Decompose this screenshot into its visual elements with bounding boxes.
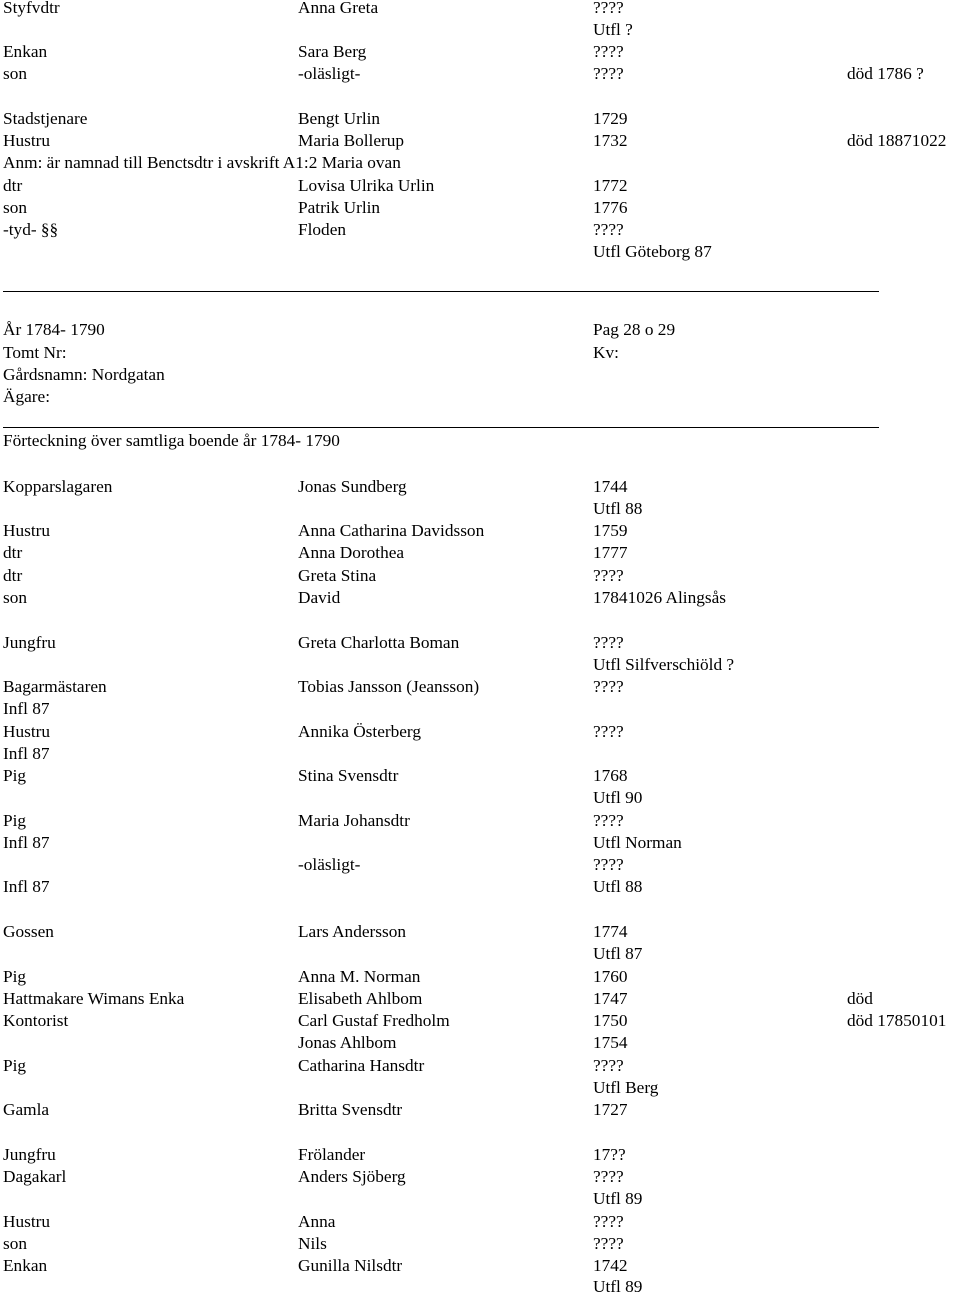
- year-cell: ????: [593, 677, 624, 696]
- record-line: [0, 721, 960, 743]
- role-cell: son: [3, 1234, 28, 1253]
- role-cell: Gamla: [3, 1100, 50, 1119]
- role-cell: Enkan: [3, 42, 48, 61]
- record-line: [0, 241, 960, 263]
- death-cell: död 17850101: [847, 1011, 947, 1030]
- record-line: [0, 765, 960, 787]
- role-cell: Hustru: [3, 521, 51, 540]
- year-cell: 1742: [593, 1256, 628, 1275]
- note-cell: Infl 87: [3, 833, 50, 852]
- year-cell: 1747: [593, 989, 628, 1008]
- year-cell: 1768: [593, 766, 628, 785]
- role-cell: Styfvdtr: [3, 0, 60, 17]
- name-cell: Frölander: [298, 1145, 366, 1164]
- role-cell: -tyd- §§: [3, 220, 59, 239]
- record-line: [0, 476, 960, 498]
- record-line: [0, 1276, 960, 1298]
- name-cell: Carl Gustaf Fredholm: [298, 1011, 450, 1030]
- annotation-text: Anm: är namnad till Benctsdtr i avskrift A1:2 Maria ovan: [3, 153, 401, 172]
- year-cell: 17??: [593, 1145, 626, 1164]
- year-cell: 1774: [593, 922, 628, 941]
- year-cell: 1759: [593, 521, 628, 540]
- year-cell: ????: [593, 722, 624, 741]
- record-line: [0, 854, 960, 876]
- role-cell: Pig: [3, 967, 27, 986]
- role-cell: Hustru: [3, 131, 51, 150]
- record-line: [0, 966, 960, 988]
- note-cell: Utfl ?: [593, 20, 633, 39]
- record-line: [0, 1233, 960, 1255]
- year-cell: ????: [593, 0, 624, 17]
- record-line: [0, 921, 960, 943]
- record-line: [0, 810, 960, 832]
- record-line: [0, 943, 960, 965]
- record-line: [0, 787, 960, 809]
- tomt-label: Tomt Nr:: [3, 343, 67, 362]
- note-cell: Utfl 90: [593, 788, 643, 807]
- name-cell: Tobias Jansson (Jeansson): [298, 677, 480, 696]
- header-line: [0, 319, 960, 341]
- role-cell: Hustru: [3, 722, 51, 741]
- year-cell: ????: [593, 855, 624, 874]
- role-cell: Pig: [3, 1056, 27, 1075]
- name-cell: Gunilla Nilsdtr: [298, 1256, 403, 1275]
- record-line: [0, 520, 960, 542]
- year-cell: 17841026 Alingsås: [593, 588, 726, 607]
- name-cell: Lars Andersson: [298, 922, 406, 941]
- year-cell: ????: [593, 1056, 624, 1075]
- name-cell: Anna M. Norman: [298, 967, 421, 986]
- note-cell: Utfl Berg: [593, 1078, 659, 1097]
- year-cell: ????: [593, 1167, 624, 1186]
- role-cell: Pig: [3, 811, 27, 830]
- year-cell: ????: [593, 1212, 624, 1231]
- record-line: [0, 1144, 960, 1166]
- record-line: [0, 108, 960, 130]
- death-cell: död 18871022: [847, 131, 947, 150]
- role-cell: dtr: [3, 566, 23, 585]
- role-cell: Kopparslagaren: [3, 477, 113, 496]
- role-cell: son: [3, 588, 28, 607]
- note-cell: Utfl 89: [593, 1277, 643, 1296]
- name-cell: Anna: [298, 1212, 336, 1231]
- record-line: [0, 876, 960, 898]
- role-cell: dtr: [3, 176, 23, 195]
- name-cell: Stina Svensdtr: [298, 766, 399, 785]
- year-cell: 1750: [593, 1011, 628, 1030]
- section-title: Förteckning över samtliga boende år 1784- 1790: [3, 431, 340, 450]
- role-cell: son: [3, 198, 28, 217]
- record-line: [0, 988, 960, 1010]
- name-cell: Maria Johansdtr: [298, 811, 410, 830]
- record-line: [0, 19, 960, 41]
- role-cell: Bagarmästaren: [3, 677, 107, 696]
- year-range: År 1784- 1790: [3, 320, 105, 339]
- record-line: [0, 1099, 960, 1121]
- note-cell: Infl 87: [3, 877, 50, 896]
- name-cell: Greta Stina: [298, 566, 377, 585]
- name-cell: Maria Bollerup: [298, 131, 405, 150]
- note-cell: Utfl Göteborg 87: [593, 242, 712, 261]
- name-cell: Britta Svensdtr: [298, 1100, 403, 1119]
- record-line: [0, 1077, 960, 1099]
- annotation-line: [0, 152, 960, 174]
- name-cell: Floden: [298, 220, 347, 239]
- agare-label: Ägare:: [3, 387, 51, 406]
- record-line: [0, 130, 960, 152]
- header-line: [0, 364, 960, 386]
- name-cell: -oläsligt-: [298, 64, 361, 83]
- year-cell: ????: [593, 811, 624, 830]
- name-cell: Greta Charlotta Boman: [298, 633, 460, 652]
- record-line: [0, 676, 960, 698]
- year-cell: 1772: [593, 176, 628, 195]
- role-cell: Kontorist: [3, 1011, 69, 1030]
- record-line: [0, 498, 960, 520]
- year-cell: ????: [593, 1234, 624, 1253]
- year-cell: ????: [593, 42, 624, 61]
- death-cell: död 1786 ?: [847, 64, 924, 83]
- year-cell: ????: [593, 64, 624, 83]
- death-cell: död: [847, 989, 873, 1008]
- gardsnamn-label: Gårdsnamn: Nordgatan: [3, 365, 165, 384]
- year-cell: 1744: [593, 477, 628, 496]
- name-cell: Anna Dorothea: [298, 543, 405, 562]
- record-line: [0, 41, 960, 63]
- record-line: [0, 743, 960, 765]
- record-line: [0, 1211, 960, 1233]
- record-line: [0, 1255, 960, 1277]
- name-cell: Annika Österberg: [298, 722, 422, 741]
- year-cell: 1760: [593, 967, 628, 986]
- note-cell: Utfl Silfverschiöld ?: [593, 655, 735, 674]
- role-cell: Hattmakare Wimans Enka: [3, 989, 185, 1008]
- divider-rule: [3, 427, 879, 428]
- year-cell: 1777: [593, 543, 628, 562]
- divider-rule: [3, 291, 879, 292]
- year-cell: ????: [593, 566, 624, 585]
- name-cell: Anna Catharina Davidsson: [298, 521, 485, 540]
- role-cell: Dagakarl: [3, 1167, 67, 1186]
- name-cell: Lovisa Ulrika Urlin: [298, 176, 435, 195]
- record-line: [0, 1188, 960, 1210]
- note-cell: Utfl 87: [593, 944, 643, 963]
- record-line: [0, 175, 960, 197]
- role-cell: son: [3, 64, 28, 83]
- role-cell: Gossen: [3, 922, 54, 941]
- record-line: [0, 632, 960, 654]
- name-cell: Nils: [298, 1234, 327, 1253]
- record-line: [0, 1010, 960, 1032]
- year-cell: 1727: [593, 1100, 628, 1119]
- name-cell: Elisabeth Ahlbom: [298, 989, 423, 1008]
- note-cell: Utfl Norman: [593, 833, 682, 852]
- record-line: [0, 654, 960, 676]
- note-cell: Infl 87: [3, 699, 50, 718]
- name-cell: -oläsligt-: [298, 855, 361, 874]
- year-cell: ????: [593, 220, 624, 239]
- year-cell: 1729: [593, 109, 628, 128]
- record-line: [0, 0, 960, 19]
- name-cell: Patrik Urlin: [298, 198, 381, 217]
- name-cell: Jonas Ahlbom: [298, 1033, 397, 1052]
- header-line: [0, 342, 960, 364]
- name-cell: Sara Berg: [298, 42, 367, 61]
- record-line: [0, 1032, 960, 1054]
- record-line: [0, 1166, 960, 1188]
- header-line: [0, 430, 960, 452]
- year-cell: 1776: [593, 198, 628, 217]
- name-cell: Anna Greta: [298, 0, 379, 17]
- record-line: [0, 565, 960, 587]
- name-cell: Jonas Sundberg: [298, 477, 407, 496]
- record-line: [0, 1055, 960, 1077]
- name-cell: Bengt Urlin: [298, 109, 381, 128]
- header-line: [0, 386, 960, 408]
- note-cell: Utfl 89: [593, 1189, 643, 1208]
- kv-label: Kv:: [593, 343, 619, 362]
- record-line: [0, 542, 960, 564]
- record-line: [0, 197, 960, 219]
- year-cell: 1732: [593, 131, 628, 150]
- name-cell: Catharina Hansdtr: [298, 1056, 425, 1075]
- record-line: [0, 219, 960, 241]
- name-cell: Anders Sjöberg: [298, 1167, 406, 1186]
- record-line: [0, 698, 960, 720]
- role-cell: Hustru: [3, 1212, 51, 1231]
- note-cell: Infl 87: [3, 744, 50, 763]
- page-reference: Pag 28 o 29: [593, 320, 676, 339]
- year-cell: ????: [593, 633, 624, 652]
- record-line: [0, 63, 960, 85]
- role-cell: Jungfru: [3, 1145, 56, 1164]
- role-cell: dtr: [3, 543, 23, 562]
- record-line: [0, 832, 960, 854]
- role-cell: Enkan: [3, 1256, 48, 1275]
- role-cell: Jungfru: [3, 633, 56, 652]
- note-cell: Utfl 88: [593, 499, 643, 518]
- name-cell: David: [298, 588, 341, 607]
- role-cell: Pig: [3, 766, 27, 785]
- record-line: [0, 587, 960, 609]
- role-cell: Stadstjenare: [3, 109, 88, 128]
- year-cell: 1754: [593, 1033, 628, 1052]
- note-cell: Utfl 88: [593, 877, 643, 896]
